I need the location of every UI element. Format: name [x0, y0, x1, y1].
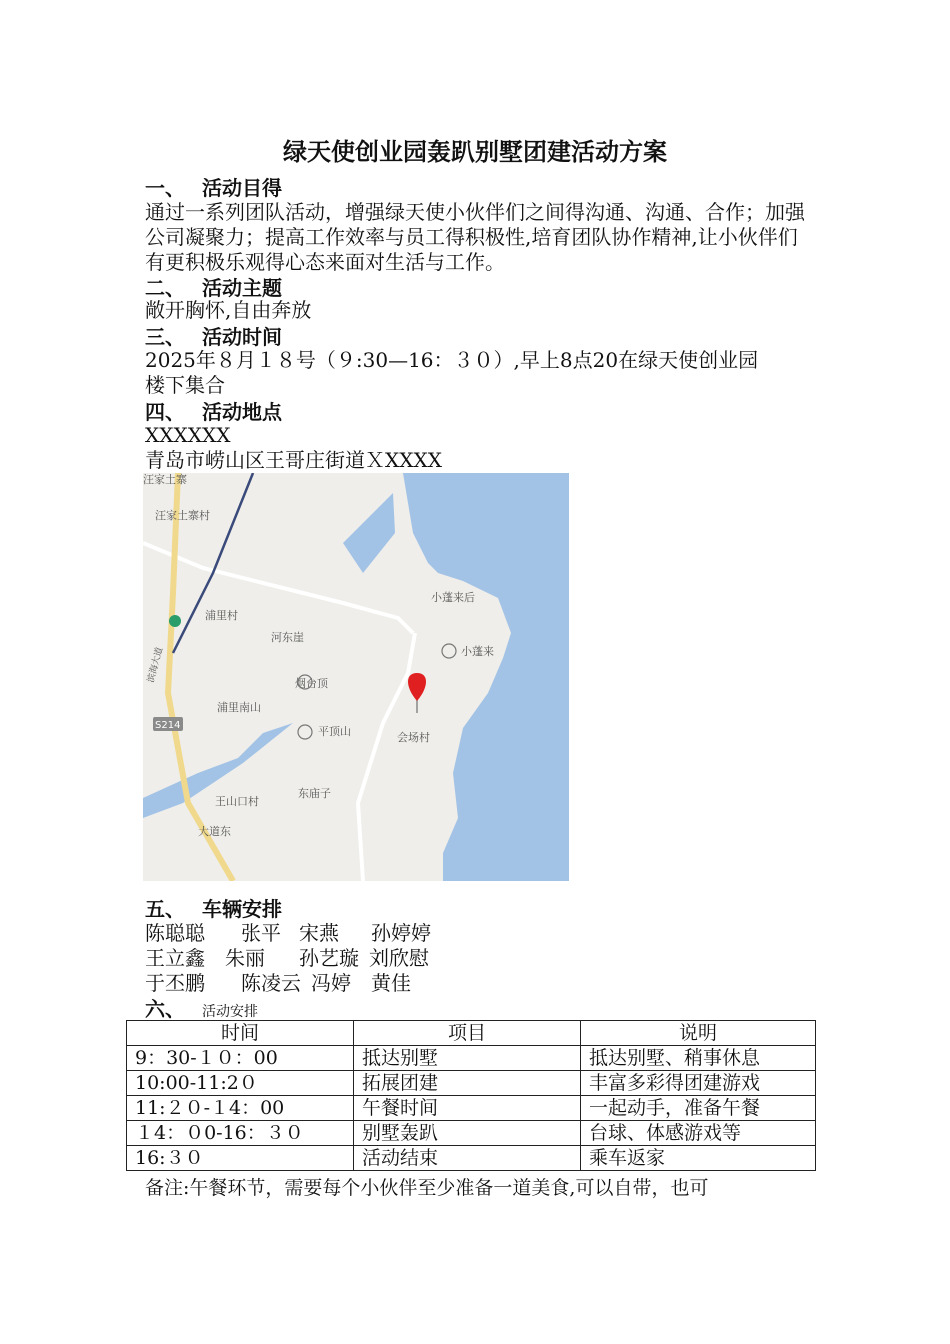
section-5-number: 五、: [145, 897, 185, 921]
station-icon: [169, 615, 181, 627]
passenger-name: 黄佳: [371, 971, 411, 995]
map-label-8: 浦里南山: [217, 701, 261, 714]
passenger-name: 张平: [241, 921, 281, 945]
map-label-4: 河东崖: [271, 631, 304, 644]
map-label-13: 大道东: [198, 825, 231, 838]
table-header: 项目: [354, 1021, 581, 1046]
table-row: [127, 1071, 816, 1096]
table-row: [127, 1046, 816, 1071]
table-cell: 抵达别墅: [354, 1046, 581, 1071]
passenger-name: 陈凌云: [241, 971, 301, 995]
passenger-name: 孙婷婷: [371, 921, 431, 945]
table-row: [127, 1146, 816, 1171]
map-label-7: 烟台顶: [295, 677, 328, 690]
table-cell: 抵达别墅、稍事休息: [581, 1046, 816, 1071]
table-cell: 16:３０: [127, 1146, 354, 1171]
passenger-name: 冯婷: [311, 971, 351, 995]
passenger-name: 王立鑫: [145, 946, 205, 970]
map-label-9: 平顶山: [318, 725, 351, 738]
section-5-title: 车辆安排: [202, 897, 282, 921]
car-row: [145, 946, 429, 971]
section-4-title: 活动地点: [202, 400, 282, 424]
section-4-number: 四、: [145, 400, 185, 424]
footnote: 备注:午餐环节，需要每个小伙伴至少准备一道美食,可以自带，也可: [145, 1177, 709, 1199]
table-cell: 台球、体感游戏等: [581, 1121, 816, 1146]
table-row: [127, 1096, 816, 1121]
map-label-5: 小蓬来后: [431, 591, 475, 604]
table-header: 说明: [581, 1021, 816, 1046]
map-label-10: 会场村: [397, 731, 430, 744]
table-cell: 丰富多彩得团建游戏: [581, 1071, 816, 1096]
section-4-heading: [145, 399, 282, 425]
section-1-title: 活动目得: [202, 176, 282, 200]
map-label-12: 东庙子: [298, 787, 331, 800]
section-2-number: 二、: [145, 276, 185, 300]
venue-name: XXXXXX: [145, 423, 231, 447]
section-1-heading: [145, 175, 282, 201]
map-label-2: 汪家土寨村: [155, 509, 210, 522]
table-cell: １4：０0-16：３０: [127, 1121, 354, 1146]
table-cell: 10:00-11:2０: [127, 1071, 354, 1096]
schedule-table: [126, 1020, 816, 1171]
table-cell: 拓展团建: [354, 1071, 581, 1096]
section-3-line-1: 2025年８月１８号（９:30—16：３０）,早上8点20在绿天使创业园: [145, 348, 759, 372]
section-3-number: 三、: [145, 325, 185, 349]
location-map: [143, 473, 569, 881]
section-3-title: 活动时间: [202, 325, 282, 349]
table-cell: 11:２０-１4：00: [127, 1096, 354, 1121]
passenger-name: 宋燕: [299, 921, 339, 945]
section-2-title: 活动主题: [202, 276, 282, 300]
section-6-number: 六、: [145, 997, 185, 1021]
map-label-11: 王山口村: [215, 795, 259, 808]
map-label-road: 滨海大道: [146, 646, 166, 684]
table-cell: 别墅轰趴: [354, 1121, 581, 1146]
map-label-6: 小蓬来: [461, 645, 494, 658]
table-header: 时间: [127, 1021, 354, 1046]
table-header-row: [127, 1021, 816, 1046]
section-1-body: 通过一系列团队活动，增强绿天使小伙伴们之间得沟通、沟通、合作；加强公司凝聚力；提高工作效率与员工得积极性,培育团队协作精神,让小伙伴们有更积极乐观得心态来面对生活与工作。: [145, 200, 805, 274]
document-title: 绿天使创业园轰趴别墅团建活动方案: [283, 138, 667, 166]
passenger-name: 刘欣慰: [369, 946, 429, 970]
passenger-name: 朱丽: [225, 946, 265, 970]
table-cell: 一起动手，准备午餐: [581, 1096, 816, 1121]
passenger-name: 陈聪聪: [145, 921, 205, 945]
table-cell: 9：30-１０：00: [127, 1046, 354, 1071]
map-label-1: 汪家土寨: [143, 473, 187, 486]
passenger-name: 孙艺璇: [299, 946, 359, 970]
section-2-body: 敞开胸怀,自由奔放: [145, 298, 312, 322]
section-6-title: 活动安排: [202, 1004, 258, 1020]
table-cell: 活动结束: [354, 1146, 581, 1171]
venue-address: 青岛市崂山区王哥庄街道ＸXXXX: [145, 448, 442, 472]
car-row: [145, 971, 411, 996]
route-badge-label: S214: [155, 720, 181, 731]
map-label-3: 浦里村: [205, 609, 238, 622]
table-row: [127, 1121, 816, 1146]
car-row: [145, 921, 431, 946]
section-1-number: 一、: [145, 176, 185, 200]
section-3-heading: [145, 324, 282, 350]
passenger-name: 于丕鹏: [145, 971, 205, 995]
section-5-heading: [145, 896, 282, 922]
table-cell: 午餐时间: [354, 1096, 581, 1121]
section-3-line-2: 楼下集合: [145, 373, 225, 397]
table-cell: 乘车返家: [581, 1146, 816, 1171]
